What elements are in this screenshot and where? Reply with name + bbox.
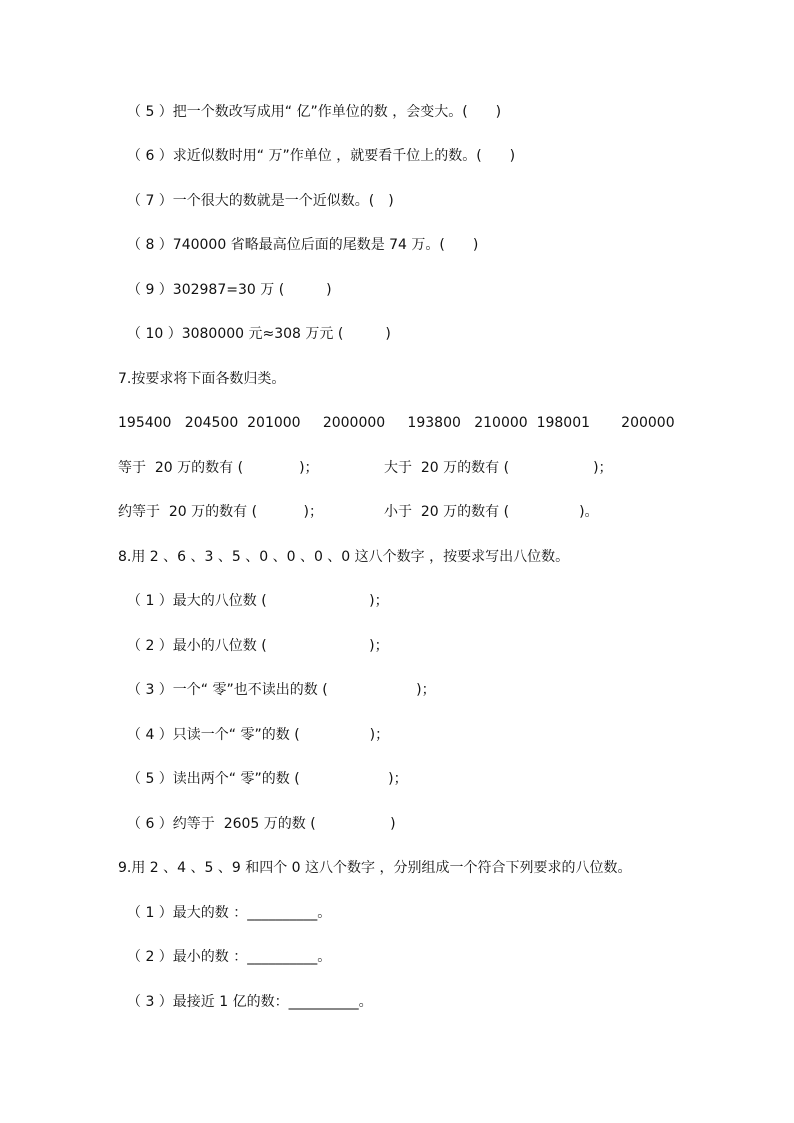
judgement-item-6: （ 6 ）求近似数时用“ 万”作单位 ，就要看千位上的数。( ) (127, 148, 516, 164)
question-9-item-1: （ 1 ）最大的数 ：__________。 (127, 905, 332, 921)
question-9-item-3: （ 3 ）最接近 1 亿的数：__________。 (127, 994, 373, 1010)
question-8-item-1: （ 1 ）最大的八位数 ( )； (127, 593, 389, 609)
question-8-item-6: （ 6 ）约等于 2605 万的数 ( ) (127, 816, 396, 832)
judgement-item-8: （ 8 ）740000 省略最高位后面的尾数是 74 万。( ) (127, 237, 479, 253)
question-7-greater-blank: 大于 20 万的数有 ( )； (384, 460, 613, 476)
judgement-item-9: （ 9 ）302987=30 万 ( ) (127, 282, 332, 298)
question-7-less-blank: 小于 20 万的数有 ( )。 (384, 504, 599, 520)
question-8-item-2: （ 2 ）最小的八位数 ( )； (127, 638, 389, 654)
question-7-number-list: 195400 204500 201000 2000000 193800 210000 198001 200000 (118, 415, 675, 431)
question-7-equal-blank: 等于 20 万的数有 ( )； (118, 460, 319, 476)
judgement-item-5: （ 5 ）把一个数改写成用“ 亿”作单位的数 ，会变大。( ) (127, 104, 502, 120)
judgement-item-10: （ 10 ）3080000 元≈308 万元 ( ) (127, 326, 391, 342)
question-8-item-4: （ 4 ）只读一个“ 零”的数 ( )； (127, 727, 390, 743)
question-7-title: 7.按要求将下面各数归类。 (118, 371, 286, 387)
question-9-item-2: （ 2 ）最小的数 ：__________。 (127, 949, 332, 965)
question-8-title: 8.用 2 、6 、3 、5 、0 、0 、0 、0 这八个数字 ，按要求写出八位数。 (118, 549, 570, 565)
question-8-item-5: （ 5 ）读出两个“ 零”的数 ( )； (127, 771, 408, 787)
question-9-title: 9.用 2 、4 、5 、9 和四个 0 这八个数字 ，分别组成一个符合下列要求的八位数。 (118, 860, 632, 876)
judgement-item-7: （ 7 ）一个很大的数就是一个近似数。( ) (127, 193, 394, 209)
question-7-approx-blank: 约等于 20 万的数有 ( )； (118, 504, 323, 520)
question-8-item-3: （ 3 ）一个“ 零”也不读出的数 ( )； (127, 682, 436, 698)
